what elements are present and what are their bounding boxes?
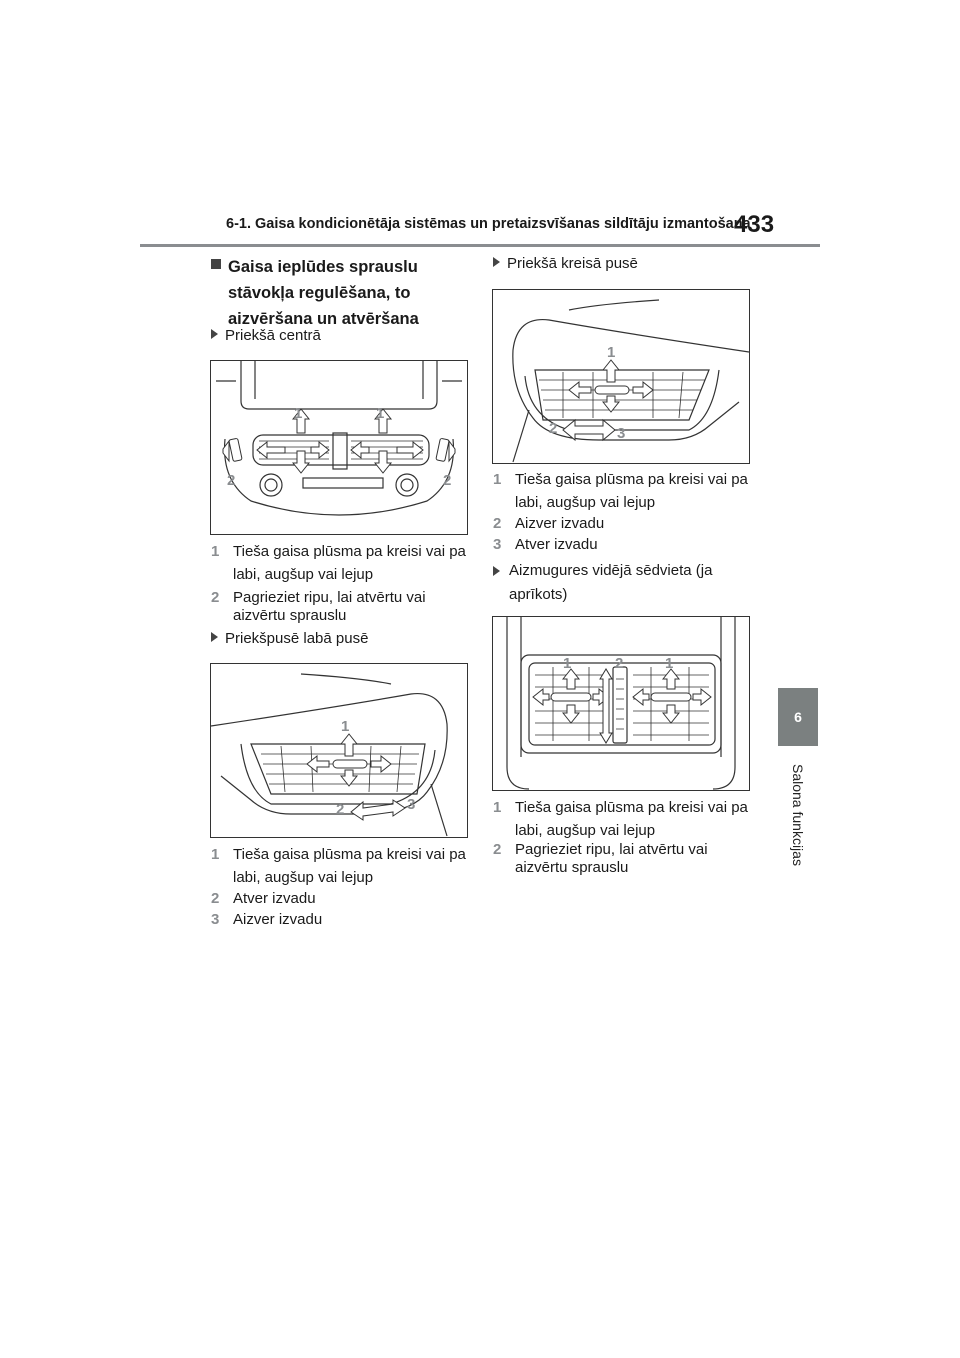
- list-item: [211, 843, 473, 889]
- triangle-bullet-icon: [493, 566, 500, 576]
- subheading-text: Priekšā kreisā pusē: [507, 255, 638, 272]
- list-item: [211, 586, 473, 625]
- item-text: Tieša gaisa plūsma pa kreisi vai pa labi, augšup vai lejup: [233, 543, 466, 583]
- section-heading: [211, 254, 461, 332]
- item-number: 2: [493, 515, 502, 532]
- callout-1: 1: [376, 405, 385, 422]
- chapter-number: 6: [794, 709, 802, 725]
- callout-1: 1: [665, 655, 674, 672]
- callout-3: 3: [407, 796, 416, 813]
- figure-rear-center-vents: [492, 616, 750, 791]
- item-number: 1: [493, 799, 502, 816]
- chapter-side-label: [770, 750, 826, 880]
- item-number: 3: [493, 536, 502, 553]
- list-item: [493, 533, 755, 556]
- item-text: Tieša gaisa plūsma pa kreisi vai pa labi, augšup vai lejup: [515, 471, 748, 511]
- subheading-text: Priekšā centrā: [225, 327, 321, 344]
- item-text: Pagrieziet ripu, lai atvērtu vai aizvērtu sprauslu: [515, 841, 708, 876]
- subheading-text: Aizmugures vidējā sēdvieta (ja aprīkots): [509, 562, 713, 603]
- item-number: 2: [211, 890, 220, 907]
- callout-2: 2: [336, 801, 345, 818]
- callout-2: 2: [549, 420, 558, 437]
- item-number: 2: [211, 589, 220, 606]
- figure-front-center-vents: [210, 360, 468, 535]
- callout-1: 1: [607, 344, 616, 361]
- item-text: Aizver izvadu: [233, 911, 323, 928]
- chapter-side-label-text: Salona funkcijas: [790, 764, 806, 866]
- subheading-front-right: [211, 627, 368, 651]
- square-bullet-icon: [211, 259, 221, 269]
- subheading-front-left: [493, 252, 638, 276]
- triangle-bullet-icon: [211, 632, 218, 642]
- triangle-bullet-icon: [211, 329, 218, 339]
- section-heading-text: Gaisa ieplūdes sprauslu stāvokļa regulēšana, to aizvēršana un atvēršana: [228, 258, 419, 328]
- item-text: Atver izvadu: [515, 536, 598, 553]
- subheading-text: Priekšpusē labā pusē: [225, 630, 369, 647]
- callout-2: 2: [227, 472, 236, 489]
- triangle-bullet-icon: [493, 257, 500, 267]
- item-number: 1: [493, 471, 502, 488]
- page-number: 433: [734, 211, 775, 238]
- list-item: [493, 468, 755, 514]
- chapter-tab[interactable]: [778, 688, 818, 746]
- list-item: [211, 540, 473, 586]
- callout-2: 2: [615, 655, 624, 672]
- list-item: [211, 908, 473, 931]
- item-text: Tieša gaisa plūsma pa kreisi vai pa labi, augšup vai lejup: [233, 846, 466, 886]
- subheading-front-center: [211, 324, 321, 348]
- running-title: 6-1. Gaisa kondicionētāja sistēmas un pretaizsvīšanas sildītāju izmantošana: [226, 216, 751, 232]
- callout-1: 1: [341, 718, 350, 735]
- callout-3: 3: [617, 425, 626, 442]
- subheading-rear-center: [493, 559, 743, 607]
- figure-front-right-vent: [210, 663, 468, 838]
- callout-1: 1: [294, 405, 303, 422]
- item-text: Pagrieziet ripu, lai atvērtu vai aizvērtu sprauslu: [233, 589, 426, 624]
- figure-front-left-vent: [492, 289, 750, 464]
- item-text: Aizver izvadu: [515, 515, 605, 532]
- item-number: 1: [211, 543, 220, 560]
- list-item: [493, 512, 755, 535]
- callout-2: 2: [443, 472, 452, 489]
- list-item: [211, 887, 473, 910]
- header-divider: [140, 244, 820, 247]
- list-item: [493, 838, 755, 877]
- item-number: 1: [211, 846, 220, 863]
- item-number: 3: [211, 911, 220, 928]
- item-text: Atver izvadu: [233, 890, 316, 907]
- list-item: [493, 796, 755, 842]
- item-number: 2: [493, 841, 502, 858]
- item-text: Tieša gaisa plūsma pa kreisi vai pa labi, augšup vai lejup: [515, 799, 748, 839]
- callout-1: 1: [563, 655, 572, 672]
